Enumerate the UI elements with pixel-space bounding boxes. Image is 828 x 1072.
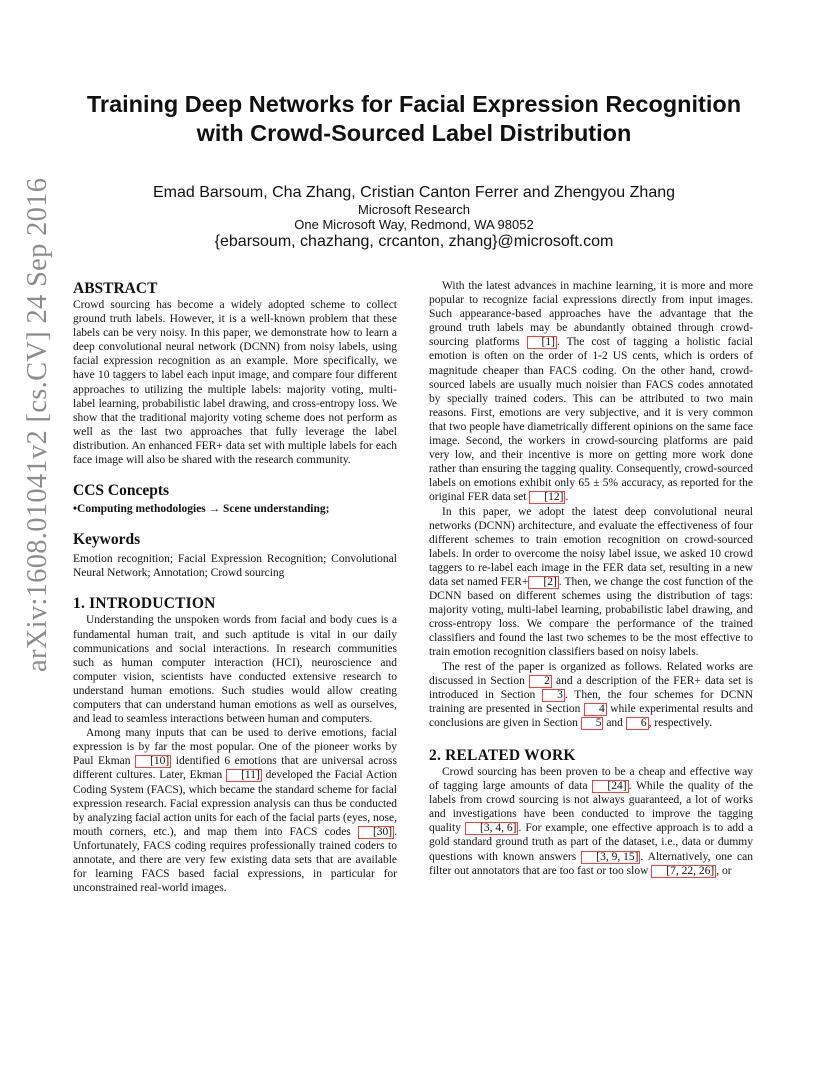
arxiv-stamp: arXiv:1608.01041v2 [cs.CV] 24 Sep 2016 bbox=[22, 177, 53, 672]
text-run: . While the quality of the labels from crowd sourcing is not always guaranteed, a lot of works and investigations have been conducted to improve the tagging quality bbox=[429, 780, 753, 835]
right-column bbox=[429, 279, 753, 878]
section-ref-link[interactable]: 6 bbox=[626, 717, 649, 730]
title-line-2: with Crowd-Sourced Label Distribution bbox=[196, 120, 632, 146]
author-block bbox=[0, 183, 828, 251]
text-run: while experimental results and conclusions are given in Section bbox=[429, 702, 754, 729]
related-work-paragraph bbox=[429, 765, 753, 878]
email-list[interactable]: {ebarsoum, chazhang, crcanton, zhang}@microsoft.com bbox=[214, 233, 614, 250]
citation-link[interactable]: [11] bbox=[226, 769, 262, 782]
text-run: . Then, we change the cost function of the DCNN based on different schemes using the distribution of tags: majority voting, multi-label learning, probabilistic label drawing, and cross-entropy loss. We compare the performance of the trained classifiers and found the last two schemes to be the most effective to train emotion recognition classifiers based on noisy labels. bbox=[429, 575, 753, 659]
section-ref-link[interactable]: 5 bbox=[581, 717, 604, 730]
text-run: . Alternatively, one can filter out annotators that are too fast or too slow bbox=[429, 850, 753, 877]
citation-link[interactable]: [12] bbox=[529, 491, 565, 504]
text-run: Among many inputs that can be used to derive emotions, facial expression is by far the most popular. One of the pioneer works by Paul Ekman bbox=[73, 727, 397, 768]
citation-link[interactable]: [3, 4, 6] bbox=[465, 822, 518, 835]
text-run: . Then, the four schemes for DCNN training are presented in Section bbox=[429, 688, 753, 715]
address: One Microsoft Way, Redmond, WA 98052 bbox=[294, 217, 534, 232]
citation-link[interactable]: [10] bbox=[135, 755, 171, 768]
keywords-text: Emotion recognition; Facial Expression Recognition; Convolutional Neural Network; Annotation; Crowd sourcing bbox=[73, 553, 397, 580]
ccs-text: •Computing methodologies → Scene understanding; bbox=[73, 503, 330, 516]
citation-link[interactable]: [7, 22, 26] bbox=[651, 865, 716, 878]
citation-link[interactable]: [3, 9, 15] bbox=[581, 851, 640, 864]
body-paragraph-2 bbox=[429, 505, 753, 660]
ccs-heading: CCS Concepts bbox=[73, 482, 170, 500]
text-run: . bbox=[565, 491, 569, 504]
text-run: , respectively. bbox=[648, 716, 712, 729]
text-run: . Unfortunately, FACS coding requires professionally trained coders to annotate, and there are very few existing data sets that are available for learning FACS based facial expressions, in particular for unconstrained real-world images. bbox=[73, 825, 398, 895]
introduction-heading: 1. INTRODUCTION bbox=[73, 595, 216, 613]
text-run: developed the Facial Action Coding System (FACS), which became the standard scheme for facial expression research. Facial expression analysis can thus be conducted by analyzing facial action units for each of the facial parts (eyes, nose, mouth corners, etc.), and map them into FACS codes bbox=[73, 769, 398, 838]
title-line-1: Training Deep Networks for Facial Expression Recognition bbox=[86, 91, 742, 117]
text-run: identified 6 emotions that are universal across different cultures. Later, Ekman bbox=[73, 755, 397, 782]
citation-link[interactable]: [1] bbox=[527, 336, 557, 349]
text-run: Crowd sourcing has been proven to be a cheap and effective way of tagging large amounts of data bbox=[429, 766, 753, 793]
left-column bbox=[73, 279, 397, 895]
citation-link[interactable]: [30] bbox=[358, 826, 394, 839]
text-run: In this paper, we adopt the latest deep convolutional neural networks (DCNN) architecture, and evaluate the effectiveness of four different schemes to train emotion recognition on crowd-sourced labels. In order to overcome the noisy label issue, we asked 10 crowd taggers to re-label each image in the FER data set, resulting in a new data set named FER+ bbox=[429, 505, 753, 588]
text-run: , or bbox=[716, 864, 732, 877]
paper-title bbox=[0, 90, 828, 148]
text-run: The rest of the paper is organized as follows. Related works are discussed in Section bbox=[429, 660, 753, 687]
body-paragraph-3 bbox=[429, 660, 753, 730]
intro-paragraph-1: Understanding the unspoken words from facial and body cues is a fundamental human trait, and such aptitude is vital in our daily communications and social interactions. In research communities such as human computer interaction (HCI), neuroscience and computer vision, scientists have conducted extensive research to understand human emotions. Such studies would allow creating computers that can understand human emotions as well as ourselves, and lead to seamless interactions between human and computers. bbox=[73, 614, 397, 726]
abstract-heading: ABSTRACT bbox=[73, 280, 158, 297]
text-run: . The cost of tagging a holistic facial emotion is often on the order of 1-2 US cents, which is orders of magnitude cheaper than FACS coding. On the other hand, crowd-sourced labels are usually much noisier than FACS codes annotated by specially trained coders. This can be attributed to two main reasons. First, emotions are very subjective, and it is very common that two people have diametrically different opinions on the same face image. Second, the workers in crowd-sourcing platforms are paid very low, and their incentive is more on getting more work done rather than ensuring the tagging quality. Consequently, crowd-sourced labels on emotions exhibit only 65 ± 5% accuracy, as reported for the original FER data set bbox=[429, 336, 753, 504]
intro-paragraph-2 bbox=[73, 726, 397, 895]
text-run: and bbox=[606, 716, 623, 729]
keywords-heading: Keywords bbox=[73, 531, 141, 549]
affiliation: Microsoft Research bbox=[358, 202, 470, 217]
related-work-heading: 2. RELATED WORK bbox=[429, 747, 576, 764]
text-run: and a description of the FER+ data set is introduced in Section bbox=[429, 674, 754, 701]
body-paragraph-1 bbox=[429, 279, 753, 505]
section-ref-link[interactable]: 3 bbox=[542, 689, 565, 702]
text-run: With the latest advances in machine learning, it is more and more popular to recognize facial expressions directly from input images. Such appearance-based approaches have the advantage that the ground truth labels may be abundantly obtained through crowd-sourcing platforms bbox=[429, 280, 753, 349]
text-run: . For example, one effective approach is to add a gold standard ground truth as part of the dataset, i.e., data or dummy questions with known answers bbox=[429, 822, 753, 863]
author-list: Emad Barsoum, Cha Zhang, Cristian Canton Ferrer and Zhengyou Zhang bbox=[152, 184, 676, 201]
citation-link[interactable]: [24] bbox=[592, 780, 628, 793]
section-ref-link[interactable]: 2 bbox=[529, 675, 552, 688]
citation-link[interactable]: [2] bbox=[528, 576, 558, 589]
abstract-text: Crowd sourcing has become a widely adopted scheme to collect ground truth labels. However, it is a well-known problem that these labels can be very noisy. In this paper, we demonstrate how to learn a deep convolutional neural network (DCNN) from noisy labels, using facial expression recognition as an example. More specifically, we have 10 taggers to label each input image, and compare four different approaches to utilizing the multiple labels: majority voting, multi-label learning, probabilistic label drawing, and cross-entropy loss. We show that the traditional majority voting scheme does not perform as well as the last two approaches that fully leverage the label distribution. An enhanced FER+ data set with multiple labels for each face image will also be shared with the research community. bbox=[73, 299, 397, 467]
section-ref-link[interactable]: 4 bbox=[584, 703, 607, 716]
